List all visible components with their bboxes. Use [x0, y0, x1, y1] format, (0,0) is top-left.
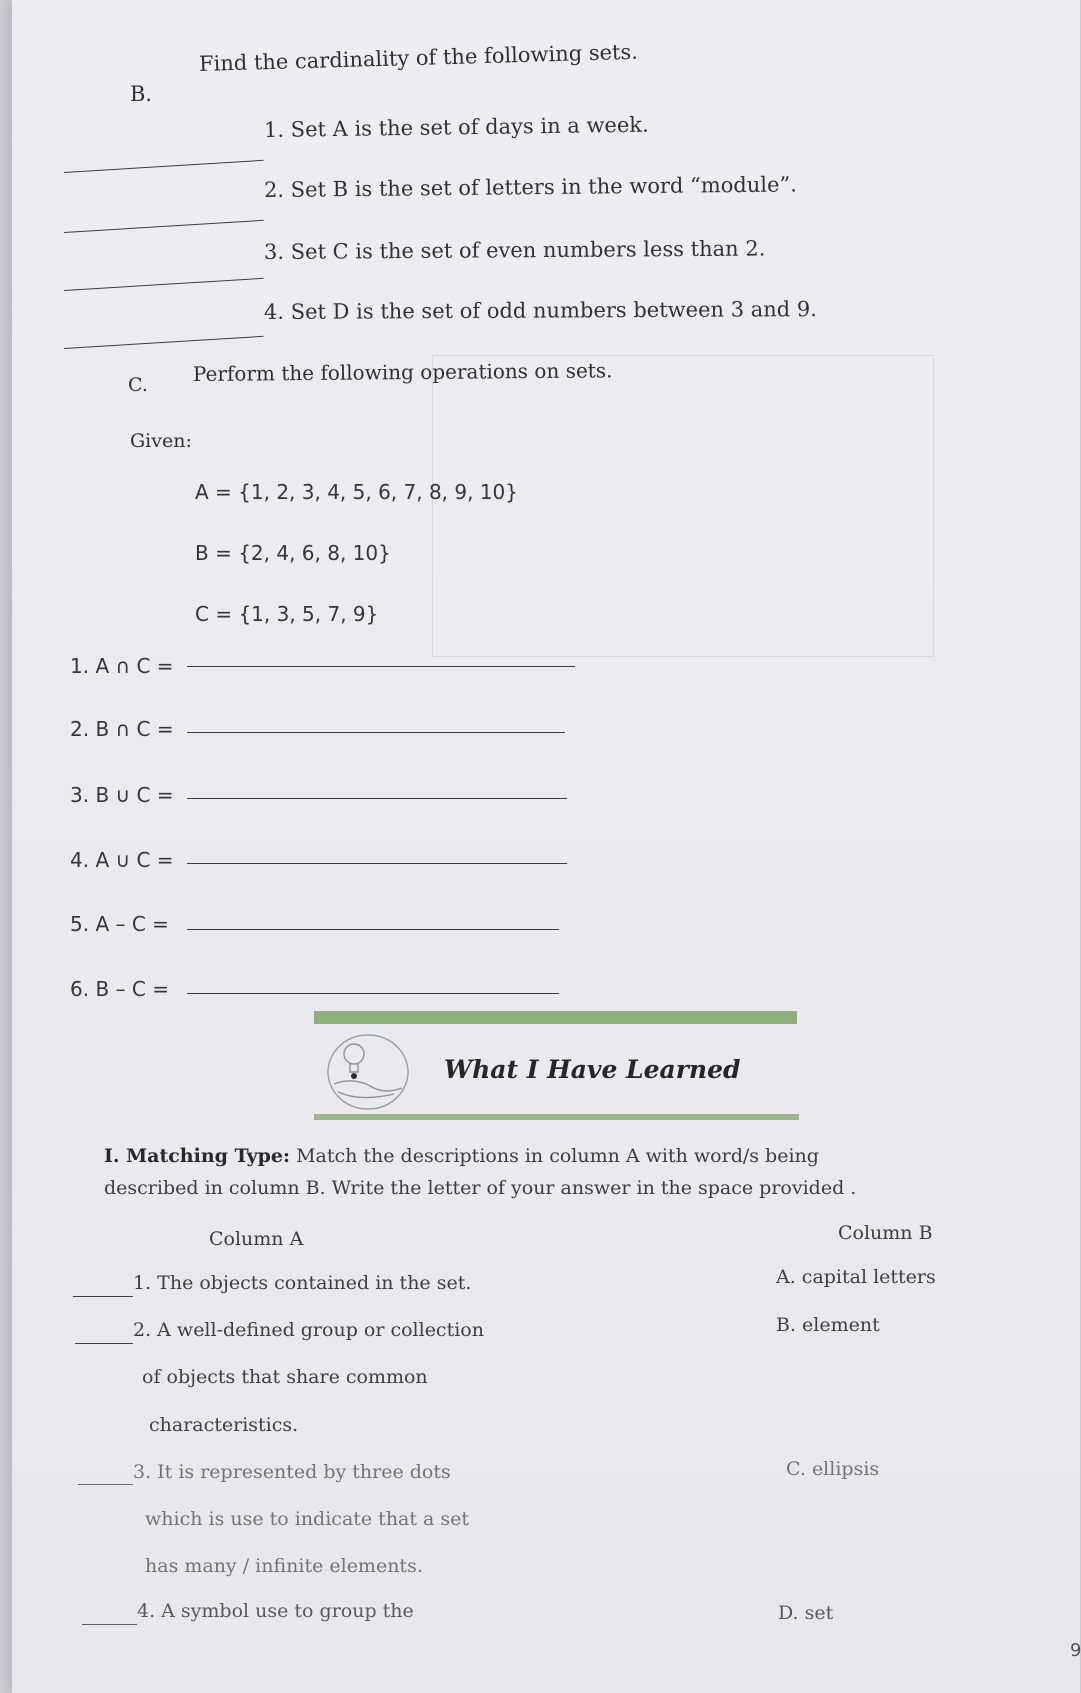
answer-line-b1[interactable]	[64, 160, 264, 173]
bleed-through-box	[432, 355, 934, 657]
banner-bottom-bar	[314, 1114, 799, 1120]
column-a-item-2: 2. A well-defined group or collection	[133, 1319, 484, 1341]
given-label: Given:	[130, 430, 192, 452]
page-number: 9	[1070, 1640, 1081, 1661]
column-b-option-c: C. ellipsis	[786, 1458, 880, 1480]
column-a-item-4: 4. A symbol use to group the	[137, 1600, 414, 1622]
matching-instruction-line-2: described in column B. Write the letter of your answer in the space provided .	[104, 1177, 857, 1199]
matching-instruction-text: Match the descriptions in column A with word/s being	[290, 1145, 819, 1167]
column-a-item-2-cont-2: characteristics.	[149, 1414, 299, 1436]
answer-line-c5[interactable]	[187, 929, 559, 930]
answer-line-c4[interactable]	[187, 863, 567, 864]
answer-line-c6[interactable]	[187, 993, 559, 994]
section-b-heading: Find the cardinality of the following sets.	[198, 39, 639, 76]
column-a-item-3-cont-1: which is use to indicate that a set	[145, 1508, 470, 1530]
answer-line-c2[interactable]	[187, 732, 565, 733]
operation-4-label: 4. A ∪ C =	[70, 848, 174, 872]
matching-instruction-line-1	[104, 1145, 819, 1167]
lightbulb-hand-icon	[324, 1032, 412, 1112]
column-b-option-a: A. capital letters	[776, 1266, 936, 1288]
answer-line-m3[interactable]	[78, 1484, 133, 1485]
section-b-item-2: 2. Set B is the set of letters in the word “module”.	[263, 172, 798, 202]
column-b-option-b: B. element	[776, 1314, 880, 1336]
section-b-letter: B.	[130, 82, 153, 106]
banner-top-bar	[314, 1011, 797, 1024]
column-a-item-2-cont-1: of objects that share common	[142, 1366, 428, 1388]
section-title: What I Have Learned	[444, 1055, 741, 1084]
answer-line-m1[interactable]	[73, 1296, 133, 1297]
set-b-definition: B = {2, 4, 6, 8, 10}	[195, 541, 391, 565]
column-a-item-3-cont-2: has many / infinite elements.	[145, 1555, 423, 1577]
section-c-heading: Perform the following operations on sets.	[192, 358, 613, 386]
worksheet-page	[12, 0, 1080, 1693]
section-b-item-1: 1. Set A is the set of days in a week.	[263, 112, 649, 142]
matching-instruction-bold: I. Matching Type:	[104, 1145, 291, 1167]
answer-line-c3[interactable]	[187, 798, 567, 799]
answer-line-m2[interactable]	[75, 1343, 133, 1344]
column-a-item-1: 1. The objects contained in the set.	[133, 1272, 472, 1294]
answer-line-b2[interactable]	[64, 220, 264, 233]
operation-2-label: 2. B ∩ C =	[70, 717, 174, 741]
operation-3-label: 3. B ∪ C =	[70, 783, 174, 807]
answer-line-b3[interactable]	[64, 278, 264, 291]
operation-6-label: 6. B – C =	[70, 977, 169, 1001]
operation-5-label: 5. A – C =	[70, 912, 169, 936]
set-c-definition: C = {1, 3, 5, 7, 9}	[195, 602, 379, 626]
operation-1-label: 1. A ∩ C =	[70, 654, 174, 678]
column-b-header: Column B	[838, 1222, 933, 1244]
section-b-item-4: 4. Set D is the set of odd numbers between 3 and 9.	[263, 297, 817, 324]
section-b-item-3: 3. Set C is the set of even numbers less than 2.	[263, 236, 766, 264]
answer-line-m4[interactable]	[82, 1624, 137, 1625]
answer-line-b4[interactable]	[64, 336, 264, 349]
answer-line-c1[interactable]	[187, 666, 575, 667]
column-a-item-3: 3. It is represented by three dots	[133, 1461, 451, 1483]
set-a-definition: A = {1, 2, 3, 4, 5, 6, 7, 8, 9, 10}	[195, 480, 519, 504]
column-b-option-d: D. set	[778, 1602, 834, 1624]
column-a-header: Column A	[209, 1228, 304, 1250]
section-c-letter: C.	[128, 374, 148, 396]
